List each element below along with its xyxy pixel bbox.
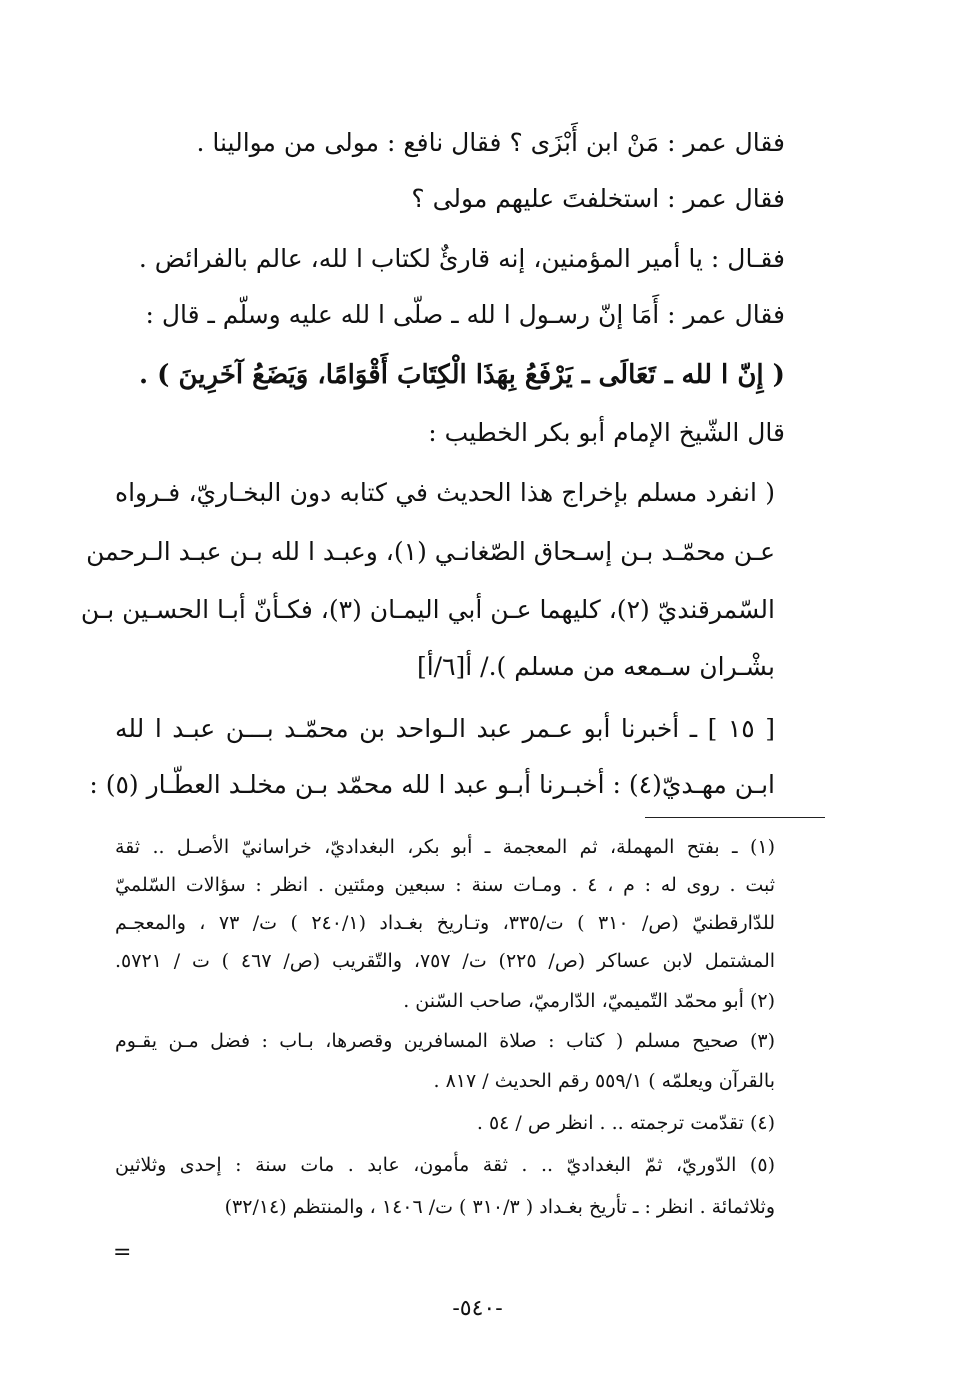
footnote-1-line-3: للدّارقطنيّ (ص/ ٣١٠ ) ت/٣٣٥، وتـاريخ بغـداد (٢٤٠/١ ) ت/ ٧٣ ، والمعجـم: [115, 912, 775, 934]
paragraph-line-2: عـن محمّـد بـن إسـحاق الصّغانـي (١)، وعبـد ا لله بـن عبـد الـرحمن: [86, 537, 775, 566]
footnote-5-line-1: (٥) الدّوريّ، ثمّ البغداديّ .. . ثقة مأمون، عابد . مات سنة : إحدى وثلاثين: [115, 1154, 775, 1176]
footnote-2: (٢) أبو محمّد التّميميّ، الدّارميّ، صاحب السّنن .: [403, 990, 775, 1012]
text-line-3: فقـال : يا أمير المؤمنين، إنه قارئٌ لكتاب ا لله، عالم بالفرائض .: [138, 244, 785, 273]
text-line-4: فقال عمر : أَمَا إنّ رسـول ا لله ـ صلّى ا لله عليه وسلّم ـ قال :: [145, 300, 785, 329]
paragraph-line-3: السّمرقنديّ (٢)، كليهما عـن أبي اليمـان (٣)، فكـأنّ أبـا الحسـين بـن: [80, 595, 775, 624]
footnote-3-line-2: بالقرآن ويعلمّه ) ٥٥٩/١ رقم الحديث / ٨١٧ .: [433, 1070, 775, 1092]
isnad-line-1: [ ١٥ ] ـ أخبرنا أبو عـمر عبد الـواحد بن محمّـد بـــن عبـد ا لله: [115, 714, 775, 743]
page-number: -٥٤٠-: [452, 1296, 503, 1321]
paragraph-line-4: بشْـران سـمعه من مسلم )./ أ[٦/أ]: [416, 652, 775, 681]
footnote-5-line-2: وثلاثمائة . انظر : ـ تأريخ بغـداد ( ٣١٠/٣ ) ت/ ١٤٠٦ ، والمنتظم (٣٢/١٤): [224, 1196, 775, 1218]
text-line-1: فقال عمر : مَنْ ابن أَبْزَى ؟ فقال نافع : مولى من موالينا .: [196, 128, 785, 157]
footnote-1-line-4: المشتمل لابن عساكر (ص/ ٢٢٥) ت/ ٧٥٧، والتّقريب (ص/ ٤٦٧ ) ت / ٥٧٢١.: [115, 950, 776, 972]
text-line-6: قال الشّيخ الإمام أبو بكر الخطيب :: [428, 418, 785, 447]
text-line-2: فقال عمر : استخلفتَ عليهم مولى ؟: [411, 184, 785, 213]
paragraph-line-1: ( انفرد مسلم بإخراج هذا الحديث في كتابه دون البخـاريّ، فـرواه: [115, 478, 775, 507]
footnote-separator: [645, 817, 825, 818]
continuation-mark: =: [113, 1240, 132, 1265]
footnote-4: (٤) تقدّمت ترجمته .. . انظر ص / ٥٤ .: [476, 1112, 775, 1134]
footnote-3-line-1: (٣) صحيح مسلم ( كتاب : صلاة المسافرين وقصرها، بـاب : فضل مـن يقـوم: [115, 1030, 775, 1052]
isnad-line-2: ابـن مهـديّ(٤) : أخبـرنا أبـو عبد ا لله محمّد بـن مخلـد العطّـار (٥) :: [89, 770, 775, 799]
hadith-text: ( إِنّ ا لله ـ تَعَالَى ـ يَرْفَعُ بِهَذَا الْكِتَابَ أَقْوَامًا، وَيَضَعُ آخَرِينَ ) .: [138, 360, 785, 390]
footnote-1-line-2: ثبت . روى له : م ، ٤ . ومـات سنة : سبعين ومئتين . انظر : سؤالات السّلميّ: [115, 874, 775, 896]
footnote-1-line-1: (١) ـ بفتح المهملة، ثم المعجمة ـ أبو بكر، البغداديّ، خراسانيّ الأصـل .. ثقة: [115, 836, 775, 858]
